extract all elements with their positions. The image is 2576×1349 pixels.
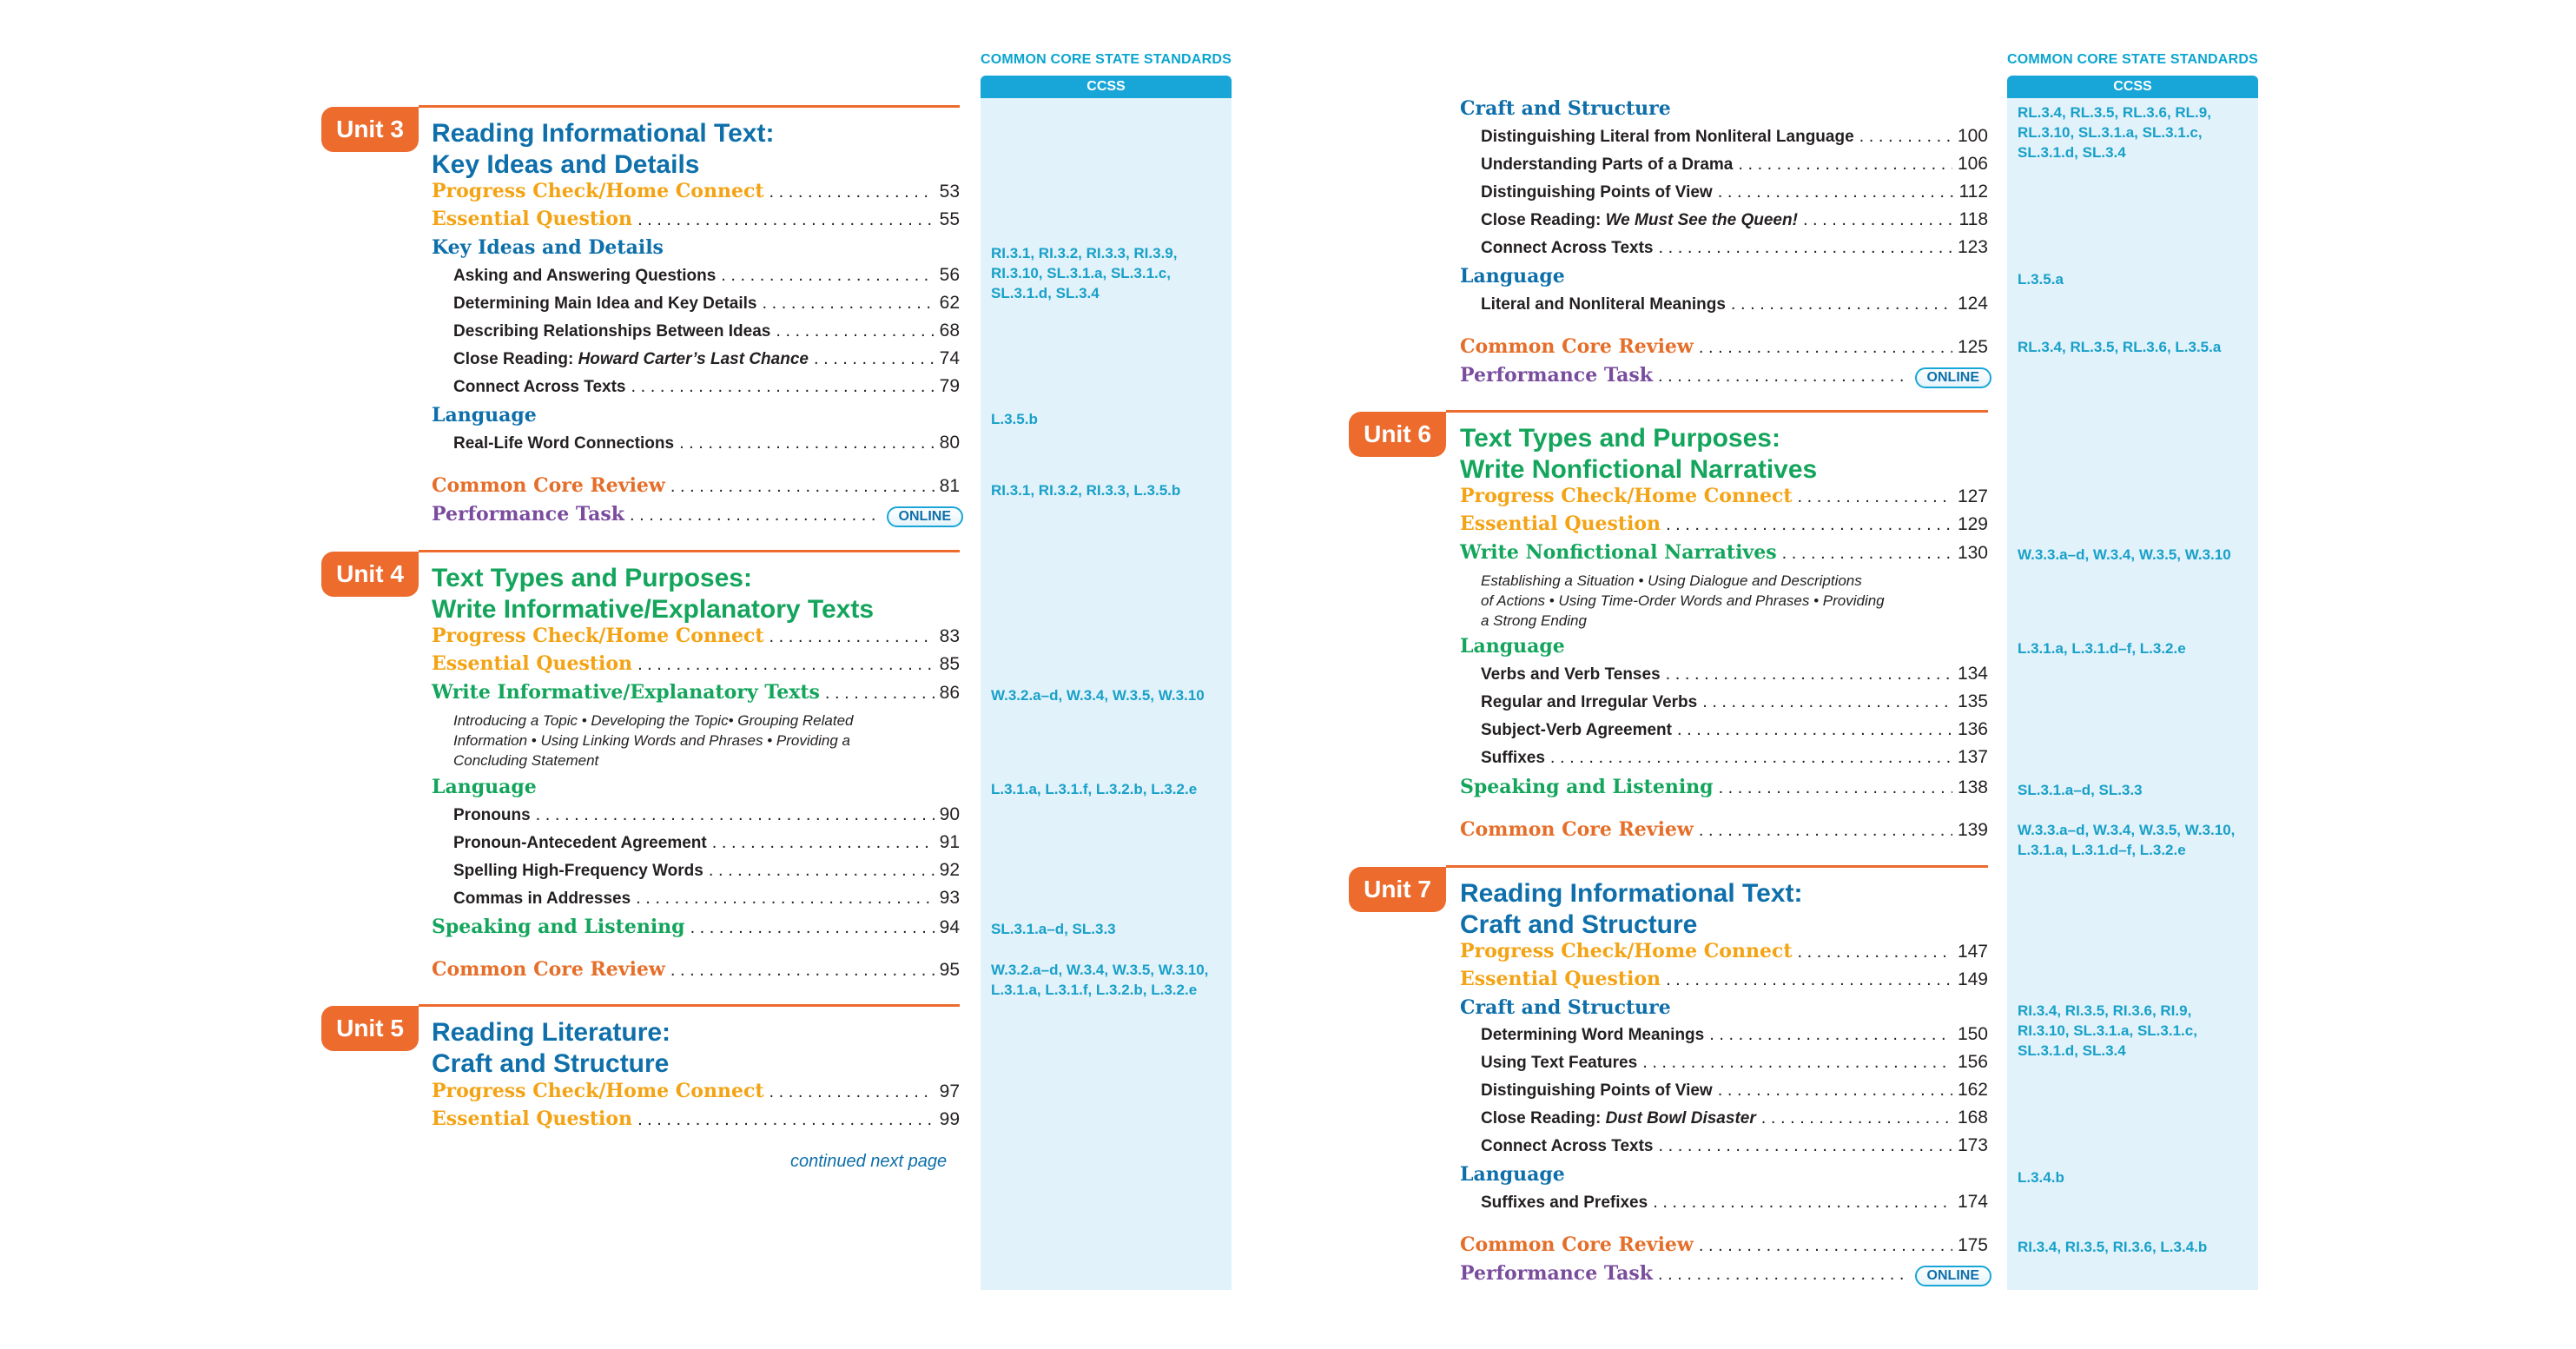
leader-dots <box>670 961 935 981</box>
leader-dots <box>709 861 935 881</box>
toc-row-performance-task[interactable] <box>432 503 963 529</box>
ccss-line: W.3.2.a–d, W.3.4, W.3.5, W.3.10, <box>991 962 1209 978</box>
toc-row[interactable] <box>1481 691 1988 717</box>
ccss-line: SL.3.1.d, SL.3.4 <box>2018 1042 2126 1059</box>
leader-dots <box>825 684 935 704</box>
toc-label: Distinguishing Literal from Nonliteral Language <box>1481 128 1854 146</box>
ccss-standards <box>991 243 1177 303</box>
description-line: a Strong Ending <box>1481 612 1587 629</box>
toc-row-speaking-listening[interactable] <box>1460 776 1988 802</box>
page-number: 83 <box>939 626 960 646</box>
page-number: 106 <box>1957 154 1988 174</box>
page-number: 173 <box>1957 1135 1988 1155</box>
toc-row-performance-task[interactable] <box>1460 1262 1991 1288</box>
ccss-standards: RI.3.1, RI.3.2, RI.3.3, L.3.5.b <box>991 482 1181 499</box>
toc-label: Progress Check/Home Connect <box>432 625 764 647</box>
toc-label: Subject-Verb Agreement <box>1481 721 1672 739</box>
page-number: 100 <box>1957 126 1988 146</box>
ccss-standards: L.3.1.a, L.3.1.d–f, L.3.2.e <box>2018 640 2186 657</box>
toc-row-progress-check[interactable] <box>1460 485 1988 511</box>
ccss-standards: L.3.5.b <box>991 411 1038 427</box>
ccss-line: RI.3.10, SL.3.1.a, SL.3.1.c, <box>991 265 1171 281</box>
ccss-standards <box>2018 820 2235 860</box>
online-badge[interactable]: ONLINE <box>887 506 963 527</box>
toc-label: Essential Question <box>432 1108 633 1130</box>
toc-row[interactable] <box>1481 154 1988 180</box>
unit-rule <box>1446 865 1988 868</box>
leader-dots <box>630 506 882 526</box>
toc-label: Speaking and Listening <box>432 916 685 938</box>
page-number: 80 <box>939 433 960 453</box>
toc-row-progress-check[interactable] <box>432 625 960 651</box>
page-number: 156 <box>1957 1052 1988 1072</box>
leader-dots <box>769 627 935 647</box>
page-number: 124 <box>1957 294 1988 314</box>
page-number: 162 <box>1957 1080 1988 1100</box>
leader-dots <box>1702 692 1952 712</box>
toc-label: Determining Word Meanings <box>1481 1026 1705 1044</box>
unit-subtitle: Write Informative/Explanatory Texts <box>432 595 875 624</box>
leader-dots <box>1709 1025 1952 1045</box>
description-line: Information • Using Linking Words and Phrases • Providing a <box>453 732 850 749</box>
toc-label: Describing Relationships Between Ideas <box>453 322 771 341</box>
toc-label: Distinguishing Points of View <box>1481 1081 1713 1100</box>
ccss-header: COMMON CORE STATE STANDARDS <box>981 52 1232 67</box>
toc-section-heading <box>1460 97 1671 123</box>
ccss-standards <box>2018 102 2211 162</box>
toc-label: Determining Main Idea and Key Details <box>453 294 757 313</box>
toc-label: Common Core Review <box>1460 335 1694 358</box>
toc-label: Real-Life Word Connections <box>453 434 675 453</box>
page-number: 139 <box>1957 820 1988 840</box>
toc-label: Speaking and Listening <box>1460 776 1714 798</box>
ccss-tab: CCSS <box>981 76 1232 98</box>
page-number: 90 <box>939 804 960 824</box>
toc-label: Connect Across Texts <box>453 378 626 396</box>
toc-label: Suffixes and Prefixes <box>1481 1194 1648 1212</box>
unit-subtitle: Key Ideas and Details <box>432 150 700 179</box>
unit-title: Reading Literature: <box>432 1018 671 1047</box>
page-number: 79 <box>939 376 960 396</box>
ccss-standards: SL.3.1.a–d, SL.3.3 <box>2018 782 2143 798</box>
ccss-standards: RL.3.4, RL.3.5, RL.3.6, L.3.5.a <box>2018 339 2222 355</box>
toc-row-essential-question[interactable] <box>1460 512 1988 539</box>
ccss-line: RL.3.10, SL.3.1.a, SL.3.1.c, <box>2018 124 2203 141</box>
leader-dots <box>1653 1193 1952 1213</box>
toc-row[interactable] <box>1481 1135 1988 1161</box>
toc-label <box>453 350 809 369</box>
unit-tab: Unit 3 <box>321 107 419 152</box>
page-number: 97 <box>939 1081 960 1101</box>
page-number: 62 <box>939 293 960 313</box>
ccss-standards: RI.3.4, RI.3.5, RI.3.6, L.3.4.b <box>2018 1239 2208 1255</box>
lesson-description <box>1481 571 1885 631</box>
leader-dots <box>1718 1081 1952 1101</box>
toc-row[interactable] <box>1481 1192 1988 1218</box>
toc-row-write-narratives[interactable] <box>1460 541 1988 567</box>
toc-label: Essential Question <box>432 208 633 230</box>
toc-label: Spelling High-Frequency Words <box>453 862 703 880</box>
toc-section-language <box>1460 1163 1565 1189</box>
leader-dots <box>1666 515 1952 535</box>
story-title: We Must See the Queen! <box>1605 211 1798 229</box>
toc-row[interactable] <box>453 860 960 886</box>
leader-dots <box>536 805 935 825</box>
toc-row-common-core-review[interactable] <box>432 474 960 500</box>
toc-row[interactable] <box>1481 664 1988 690</box>
page-number: 92 <box>939 860 960 880</box>
leader-dots <box>1719 778 1952 798</box>
toc-label: Asking and Answering Questions <box>453 267 717 285</box>
toc-row[interactable] <box>453 293 960 319</box>
ccss-line: SL.3.1.d, SL.3.4 <box>991 285 1100 301</box>
unit-title: Reading Informational Text: <box>1460 879 1803 908</box>
toc-section-heading <box>1460 996 1671 1022</box>
toc-label: Language <box>1460 635 1565 658</box>
toc-label: Craft and Structure <box>1460 97 1671 120</box>
toc-row[interactable] <box>453 265 960 291</box>
toc-row[interactable] <box>1481 1024 1988 1050</box>
toc-row[interactable] <box>1481 126 1988 152</box>
toc-row-progress-check[interactable] <box>432 180 960 206</box>
ccss-line: SL.3.1.d, SL.3.4 <box>2018 144 2126 161</box>
label-prefix: Close Reading: <box>1481 211 1606 229</box>
leader-dots <box>637 1110 935 1130</box>
page-number: 150 <box>1957 1024 1988 1044</box>
toc-row[interactable] <box>1481 747 1988 773</box>
unit-rule <box>419 1004 960 1007</box>
leader-dots <box>631 377 935 397</box>
leader-dots <box>776 321 934 341</box>
page-number: 134 <box>1957 664 1988 684</box>
leader-dots <box>712 833 935 853</box>
toc-label: Craft and Structure <box>1460 996 1671 1019</box>
online-badge[interactable]: ONLINE <box>1915 1266 1991 1286</box>
toc-section-heading <box>432 236 664 262</box>
leader-dots <box>1659 1136 1952 1156</box>
unit-title: Reading Informational Text: <box>432 119 775 148</box>
toc-label <box>1481 211 1798 230</box>
ccss-line: L.3.1.a, L.3.1.d–f, L.3.2.e <box>2018 842 2186 858</box>
online-badge[interactable]: ONLINE <box>1915 367 1991 388</box>
toc-label: Write Informative/Explanatory Texts <box>432 681 820 704</box>
ccss-line: RI.3.4, RI.3.5, RI.3.6, RI.9, <box>2018 1002 2192 1019</box>
toc-row[interactable] <box>1481 1052 1988 1078</box>
toc-row-progress-check[interactable] <box>1460 940 1988 966</box>
toc-row-close-reading[interactable] <box>1481 209 1988 235</box>
page-number: 174 <box>1957 1192 1988 1212</box>
ccss-standards: W.3.3.a–d, W.3.4, W.3.5, W.3.10 <box>2018 546 2231 563</box>
leader-dots <box>769 1082 935 1102</box>
ccss-tab: CCSS <box>2007 76 2258 98</box>
page-number: 93 <box>939 888 960 908</box>
leader-dots <box>1782 544 1952 564</box>
toc-row-common-core-review[interactable] <box>432 958 960 984</box>
ccss-line: L.3.1.a, L.3.1.f, L.3.2.b, L.3.2.e <box>991 982 1198 998</box>
page-number: 175 <box>1957 1235 1988 1255</box>
ccss-line: W.3.3.a–d, W.3.4, W.3.5, W.3.10, <box>2018 822 2236 838</box>
page-number: 137 <box>1957 747 1988 767</box>
page-number: 91 <box>939 832 960 852</box>
leader-dots <box>637 210 935 230</box>
page-number: 138 <box>1957 777 1988 797</box>
toc-label: Common Core Review <box>432 958 665 981</box>
leader-dots <box>690 918 935 938</box>
ccss-header: COMMON CORE STATE STANDARDS <box>2007 52 2258 67</box>
label-prefix: Close Reading: <box>1481 1109 1606 1127</box>
description-line: Introducing a Topic • Developing the Topic• Grouping Related <box>453 712 854 729</box>
toc-label: Verbs and Verb Tenses <box>1481 665 1661 684</box>
toc-label: Distinguishing Points of View <box>1481 183 1713 202</box>
leader-dots <box>1659 238 1952 258</box>
page-number: 99 <box>939 1109 960 1129</box>
page-number: 129 <box>1957 514 1988 534</box>
toc-row[interactable] <box>453 888 960 914</box>
toc-label: Pronouns <box>453 806 531 824</box>
leader-dots <box>1718 182 1954 202</box>
page-number: 118 <box>1958 209 1988 229</box>
toc-row[interactable] <box>1481 237 1988 263</box>
leader-dots <box>1658 1265 1910 1285</box>
toc-label: Literal and Nonliteral Meanings <box>1481 295 1726 314</box>
page-number: 94 <box>939 917 960 937</box>
page-number: 81 <box>939 476 960 496</box>
page-number: 123 <box>1957 237 1988 257</box>
leader-dots <box>1803 210 1954 230</box>
page-number: 149 <box>1957 969 1988 989</box>
toc-label: Connect Across Texts <box>1481 1137 1654 1155</box>
toc-row[interactable] <box>1481 182 1988 208</box>
toc-row-write-informative[interactable] <box>432 681 960 707</box>
page-number: 56 <box>939 265 960 285</box>
page-number: 95 <box>939 960 960 980</box>
unit-rule <box>419 550 960 552</box>
ccss-standards: L.3.4.b <box>2018 1169 2064 1186</box>
unit-subtitle: Craft and Structure <box>1460 910 1698 939</box>
toc-label: Progress Check/Home Connect <box>1460 485 1793 507</box>
leader-dots <box>1798 487 1952 507</box>
toc-label: Pronoun-Antecedent Agreement <box>453 834 707 852</box>
leader-dots <box>1761 1108 1952 1128</box>
toc-label: Language <box>1460 265 1565 288</box>
lesson-description <box>453 711 854 770</box>
page-number: 130 <box>1957 543 1988 563</box>
page-number: 147 <box>1957 942 1988 962</box>
toc-label: Common Core Review <box>1460 818 1694 841</box>
toc-label: Progress Check/Home Connect <box>432 180 764 202</box>
toc-label: Performance Task <box>1460 364 1653 387</box>
page-number: 136 <box>1957 719 1988 739</box>
page-number: 112 <box>1958 182 1988 202</box>
toc-label: Common Core Review <box>1460 1233 1694 1256</box>
page-number: 125 <box>1957 337 1988 357</box>
toc-row-common-core-review[interactable] <box>1460 1233 1988 1260</box>
page-number: 168 <box>1957 1108 1988 1127</box>
toc-row[interactable] <box>453 376 960 402</box>
ccss-line: RI.3.1, RI.3.2, RI.3.3, RI.3.9, <box>991 245 1178 261</box>
ccss-line: RI.3.10, SL.3.1.a, SL.3.1.c, <box>2018 1022 2197 1039</box>
toc-label: Language <box>432 776 537 798</box>
leader-dots <box>769 182 935 202</box>
unit-tab: Unit 4 <box>321 552 419 597</box>
unit-tab: Unit 6 <box>1349 412 1446 457</box>
page-number: 85 <box>939 654 960 674</box>
toc-label: Language <box>432 404 537 427</box>
toc-label: Progress Check/Home Connect <box>432 1080 764 1102</box>
toc-label: Key Ideas and Details <box>432 236 664 259</box>
toc-label: Regular and Irregular Verbs <box>1481 693 1698 711</box>
toc-row-essential-question[interactable] <box>432 1108 960 1134</box>
toc-row-speaking-listening[interactable] <box>432 916 960 942</box>
leader-dots <box>814 349 935 369</box>
toc-row-essential-question[interactable] <box>432 652 960 678</box>
toc-section-language <box>432 404 537 430</box>
toc-row[interactable] <box>1481 294 1988 320</box>
leader-dots <box>670 477 935 497</box>
unit-tab: Unit 5 <box>321 1006 419 1051</box>
ccss-line: RL.3.4, RL.3.5, RL.3.6, RL.9, <box>2018 104 2211 121</box>
right-page <box>1288 0 2576 1349</box>
unit-subtitle: Craft and Structure <box>432 1049 670 1078</box>
unit-tab: Unit 7 <box>1349 867 1446 912</box>
leader-dots <box>1550 748 1952 768</box>
leader-dots <box>1699 821 1952 841</box>
page-number: 53 <box>939 182 960 202</box>
leader-dots <box>636 889 934 909</box>
toc-label: Suffixes <box>1481 749 1545 767</box>
toc-row[interactable] <box>453 804 960 830</box>
ccss-standards: L.3.1.a, L.3.1.f, L.3.2.b, L.3.2.e <box>991 781 1198 797</box>
toc-label: Language <box>1460 1163 1565 1186</box>
ccss-standards <box>2018 1001 2197 1061</box>
description-line: of Actions • Using Time-Order Words and Phrases • Providing <box>1481 592 1885 609</box>
toc-row-essential-question[interactable] <box>432 208 960 234</box>
toc-row-close-reading[interactable] <box>453 348 960 374</box>
unit-title: Text Types and Purposes: <box>432 564 752 592</box>
leader-dots <box>1658 367 1910 387</box>
toc-section-language <box>432 776 537 802</box>
page-number: 55 <box>939 209 960 229</box>
leader-dots <box>762 294 934 314</box>
toc-row-essential-question[interactable] <box>1460 968 1988 994</box>
leader-dots <box>1666 970 1952 990</box>
toc-label: Essential Question <box>1460 968 1661 990</box>
leader-dots <box>1642 1053 1952 1073</box>
page-number: 68 <box>939 321 960 341</box>
toc-label: Understanding Parts of a Drama <box>1481 155 1734 174</box>
leader-dots <box>1738 155 1952 175</box>
page-number: 86 <box>939 683 960 703</box>
toc-label: Common Core Review <box>432 474 665 497</box>
toc-label: Performance Task <box>432 503 624 526</box>
leader-dots <box>1677 720 1952 740</box>
toc-label <box>1481 1109 1756 1128</box>
toc-label: Write Nonfictional Narratives <box>1460 541 1777 564</box>
description-line: Establishing a Situation • Using Dialogue and Descriptions <box>1481 572 1862 589</box>
toc-row-common-core-review[interactable] <box>1460 335 1988 361</box>
leader-dots <box>679 433 935 453</box>
toc-row[interactable] <box>453 832 960 858</box>
leader-dots <box>1699 338 1952 358</box>
leader-dots <box>1666 665 1952 684</box>
toc-row[interactable] <box>453 321 960 347</box>
leader-dots <box>721 266 934 286</box>
toc-row-common-core-review[interactable] <box>1460 818 1988 844</box>
toc-row-progress-check[interactable] <box>432 1080 960 1106</box>
unit-rule <box>419 105 960 108</box>
toc-label: Progress Check/Home Connect <box>1460 940 1793 962</box>
toc-label: Connect Across Texts <box>1481 239 1654 257</box>
toc-row[interactable] <box>1481 1080 1988 1106</box>
page-number: 135 <box>1957 691 1988 711</box>
leader-dots <box>1731 294 1952 314</box>
toc-label: Performance Task <box>1460 1262 1653 1285</box>
ccss-standards <box>991 960 1208 1000</box>
toc-label: Commas in Addresses <box>453 889 631 908</box>
leader-dots <box>1798 942 1952 962</box>
ccss-standards: SL.3.1.a–d, SL.3.3 <box>991 921 1116 937</box>
unit-subtitle: Write Nonfictional Narratives <box>1460 455 1818 484</box>
unit-title: Text Types and Purposes: <box>1460 424 1780 453</box>
page-number: 127 <box>1957 486 1988 506</box>
toc-row-performance-task[interactable] <box>1460 364 1991 390</box>
toc-row-close-reading[interactable] <box>1481 1108 1988 1134</box>
toc-section-language <box>1460 635 1565 661</box>
leader-dots <box>1699 1236 1952 1256</box>
story-title: Dust Bowl Disaster <box>1605 1109 1756 1127</box>
toc-section-language <box>1460 265 1565 291</box>
description-line: Concluding Statement <box>453 752 599 769</box>
ccss-standards: W.3.2.a–d, W.3.4, W.3.5, W.3.10 <box>991 687 1205 704</box>
unit-rule <box>1446 410 1988 413</box>
continued-next-page: continued next page <box>790 1152 948 1171</box>
toc-label: Using Text Features <box>1481 1054 1638 1072</box>
toc-label: Essential Question <box>432 652 633 675</box>
toc-label: Essential Question <box>1460 512 1661 535</box>
page-number: 74 <box>939 348 960 368</box>
leader-dots <box>637 655 935 675</box>
toc-row[interactable] <box>453 433 960 459</box>
toc-row[interactable] <box>1481 719 1988 745</box>
label-prefix: Close Reading: <box>453 350 578 368</box>
leader-dots <box>1859 127 1952 147</box>
story-title: Howard Carter’s Last Chance <box>578 350 809 368</box>
ccss-standards: L.3.5.a <box>2018 271 2064 288</box>
